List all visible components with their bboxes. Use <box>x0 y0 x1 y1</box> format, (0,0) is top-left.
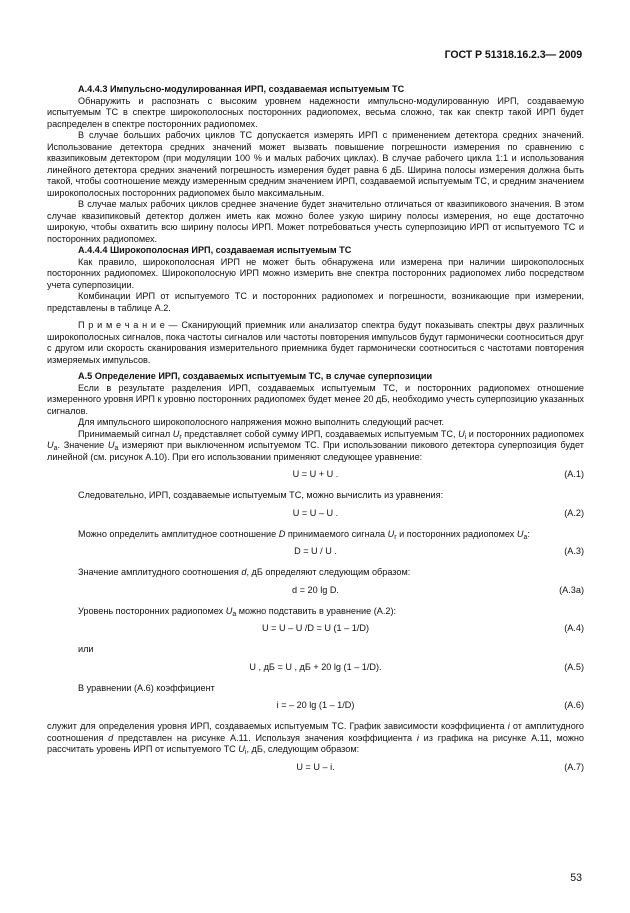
paragraph: служит для определения уровня ИРП, создаваемых испытуемым ТС. График зависимости коэффициента i от амплитудного соотношения d представлен на рисунке А.11. Используя значения коэффициента i из графика на рисунке А.11, можно рассчитать уровень ИРП от испытуемого ТС $U_i$, дБ, следующим образом: <box>47 721 584 756</box>
paragraph: В случае больших рабочих циклов ТС допускается измерять ИРП с применением детектора средних значений. Использование детектора средних значений может вызвать повышение погрешности измерения по сравнению с квазипиковым детектором (при модуляции 100 % и малых рабочих циклах). В случае рабочего цикла 1:1 и использования линейного детектора средних значений погрешность измерения будет равна 6 дБ. Ширина полосы измерения должна быть такой, чтобы соотношение между измеренным средним значением ИРП, создаваемой испытуемым ТС, и средним значением широкополосных посторонних радиопомех было максимальным. <box>47 130 584 198</box>
equation-a3a <box>47 585 584 599</box>
equation-a6 <box>47 700 584 714</box>
equation-formula: D = U / U . <box>294 546 337 556</box>
equation-number: (А.1) <box>564 469 584 479</box>
equation-formula: U = U – U . <box>292 507 339 518</box>
equation-a1 <box>47 469 584 483</box>
paragraph: Для импульсного широкополосного напряжения можно выполнить следующий расчет. <box>78 417 445 427</box>
paragraph: Обнаружить и распознать с высоким уровнем надежности импульсно-модулированную ИРП, создаваемую испытуемым ТС в спектре широкополосных посторонних радиопомех, весьма сложно, так как спектр такой ИРП будет распределен в спектре посторонних радиопомех. <box>47 95 584 129</box>
paragraph: Значение амплитудного соотношения d, дБ определяют следующим образом: <box>78 567 411 577</box>
equation-formula: U = U + U . <box>292 469 339 479</box>
equation-number: (А.7) <box>564 761 584 772</box>
paragraph: В случае малых рабочих циклов среднее значение будет значительно отличаться от квазипикового значения. В этом случае квазипиковый детектор должен иметь как можно более узкую ширину полосы измерения, но еще достаточно широкую, чтобы охватить всю ширину полосы ИРП. Может потребоваться учесть суперпозицию ИРП от испытуемого ТС и посторонних радиопомех. <box>47 199 584 244</box>
section-title-a443: А.4.4.3 Импульсно-модулированная ИРП, создаваемая испытуемым ТС <box>78 84 405 94</box>
paragraph: Можно определить амплитудное соотношение D принимаемого сигнала $U_r$ и посторонних радиопомех $U_a$: <box>78 528 530 541</box>
equation-number: (А.3) <box>564 546 584 556</box>
paragraph: или <box>78 644 94 654</box>
paragraph: Как правило, широкополосная ИРП не может быть обнаружена или измерена при наличии широкополосных посторонних радиопомех. Широкополосную ИРП можно измерить вне спектра посторонних радиопомех либо посредством учета суперпозиции. <box>47 256 584 290</box>
equation-a4 <box>47 623 584 637</box>
equation-number: (А.3а) <box>559 584 584 595</box>
page-number: 53 <box>570 872 582 884</box>
equation-number: (А.5) <box>564 661 584 672</box>
standard-header: ГОСТ Р 51318.16.2.3— 2009 <box>444 49 582 61</box>
section-title-a444: А.4.4.4 Широкополосная ИРП, создаваемая испытуемым ТС <box>78 245 352 255</box>
equation-formula: U , дБ = U , дБ + 20 lg (1 – 1/D). <box>249 661 382 672</box>
paragraph: Если в результате разделения ИРП, создаваемых испытуемым ТС, и посторонних радиопомех отношение измеренного уровня ИРП к уровню посторонних радиопомех будет менее 20 дБ, необходимо учесть суперпозицию указанных сигналов. <box>47 382 584 416</box>
equation-formula: d = 20 lg D. <box>292 584 339 595</box>
section-title-a5: А.5 Определение ИРП, создаваемых испытуемым ТС, в случае суперпозиции <box>78 371 433 381</box>
equation-formula: U = U – U /D = U (1 – 1/D) <box>262 623 369 633</box>
equation-a7 <box>47 762 584 776</box>
equation-formula: U = U – i. <box>296 761 335 772</box>
equation-number: (А.4) <box>564 623 584 633</box>
equation-number: (А.6) <box>564 700 584 710</box>
equation-number: (А.2) <box>564 507 584 518</box>
equation-a2 <box>47 508 584 522</box>
paragraph: В уравнении (А.6) коэффициент <box>78 682 215 693</box>
paragraph: Уровень посторонних радиопомех $U_a$ можно подставить в уравнение (А.2): <box>78 605 397 618</box>
page-content <box>47 84 584 783</box>
paragraph: Принимаемый сигнал $U_r$ представляет собой сумму ИРП, создаваемых испытуемым ТС, $U_i$ и посторонних радиопомех $U_a$. Значение $U_a$ измеряют при выключенном испытуемом ТС. При использовании пикового детектора суперпозиция будет линейной (см. рисунок А.10). При его использовании применяют следующее уравнение: <box>47 428 584 462</box>
note: П р и м е ч а н и е — Сканирующий приемник или анализатор спектра будут показывать спектры двух различных широкополосных сигналов, пока частоты сигналов или частоты повторения импульсов будут гармонически соотноситься друг с другом или скорость сканирования измерительного приемника будет гармонически соотноситься с частотами повторения измеряемых импульсов. <box>47 320 584 365</box>
equation-formula: i = – 20 lg (1 – 1/D) <box>276 700 355 710</box>
equation-a3 <box>47 546 584 560</box>
paragraph: Комбинации ИРП от испытуемого ТС и посторонних радиопомех и погрешности, возникающие при измерении, представлены в таблице А.2. <box>47 291 584 313</box>
paragraph: Следовательно, ИРП, создаваемые испытуемым ТС, можно вычислить из уравнения: <box>78 490 444 500</box>
equation-a5 <box>47 662 584 676</box>
